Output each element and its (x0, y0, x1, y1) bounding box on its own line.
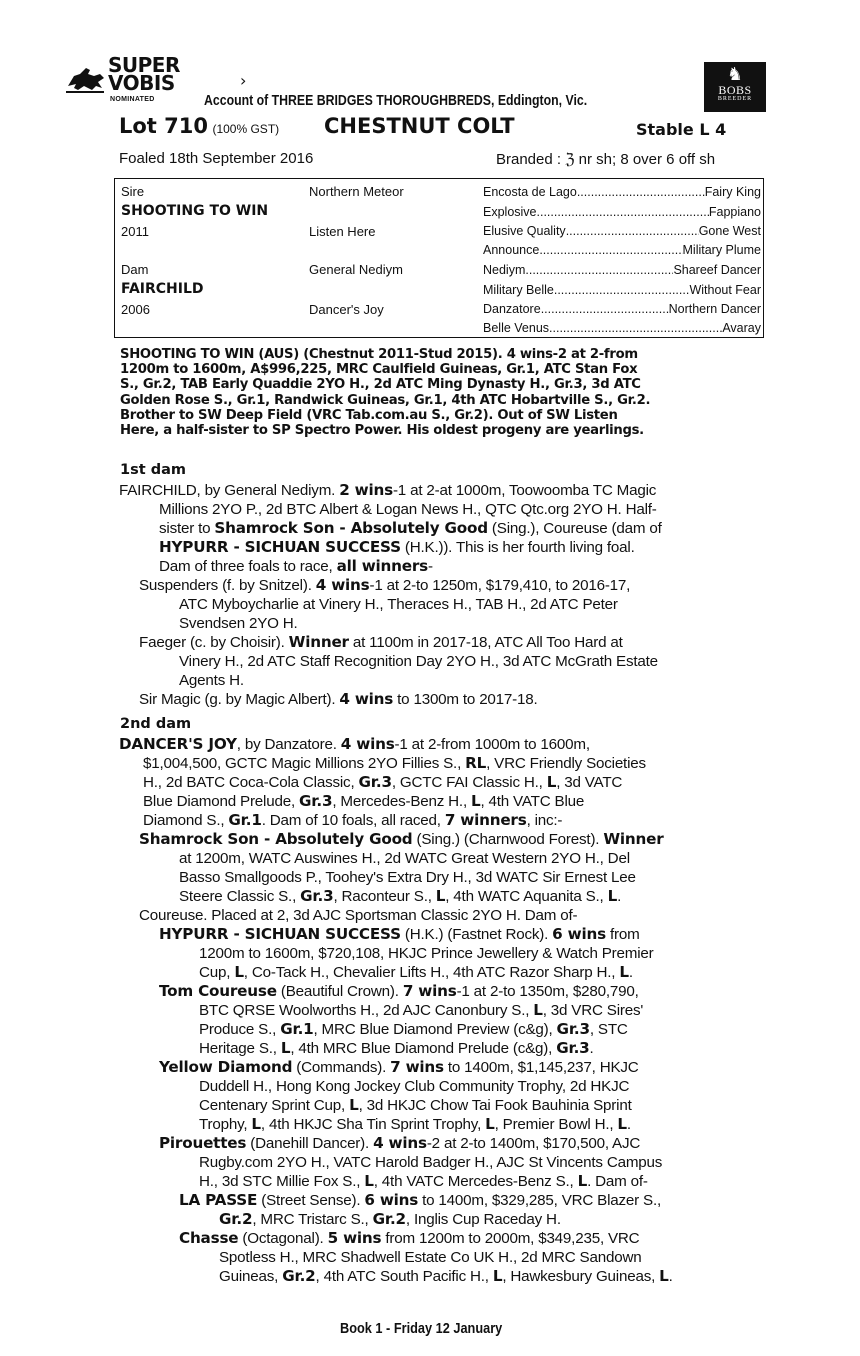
sire-name: SHOOTING TO WIN (121, 203, 269, 219)
dam-name: FAIRCHILD (121, 281, 204, 297)
bobs-logo (704, 62, 766, 112)
grandparent-row: Elusive Quality ..... Gone West (483, 224, 761, 238)
brand-symbol-icon: ℨ (565, 150, 575, 168)
page-footer: Book 1 - Friday 12 January (340, 1320, 503, 1337)
bobs-word: BOBS (718, 83, 752, 97)
lot-title: CHESTNUT COLT (324, 114, 515, 138)
grandparent-row: Explosive ..... Fappiano (483, 205, 761, 219)
dam-year: 2006 (121, 302, 150, 317)
grandparent-row: Belle Venus ..... Avaray (483, 321, 761, 335)
sire-dam: Listen Here (309, 224, 376, 239)
summary-line: 1200m to 1600m, A$996,225, MRC Caulfield Guineas, Gr.1, ATC Stan Fox (120, 362, 638, 378)
sire-label: Sire (121, 184, 145, 199)
grandparent-row: Danzatore ..... Northern Dancer (483, 302, 761, 316)
second-dam-heading: 2nd dam (120, 716, 192, 732)
dam-dam: Dancer's Joy (309, 302, 384, 317)
supervobis-nominated: NOMINATED (110, 96, 155, 103)
foaled-date: Foaled 18th September 2016 (119, 150, 314, 167)
branded-prefix: Branded : (496, 151, 562, 168)
summary-line: Golden Rose S., Gr.1, Randwick Guineas, Gr.1, 4th ATC Hobartville S., Gr.2. (120, 392, 651, 408)
summary-line: S., Gr.2, TAB Early Quaddie 2YO H., 2d ATC Ming Dynasty H., Gr.3, 3d ATC (120, 377, 641, 393)
lot-label: Lot 710 (119, 114, 208, 138)
running-horse-icon: ♞ (726, 64, 744, 84)
lot-gst: (100% GST) (212, 122, 280, 136)
grandparent-row: Nediym ..... Shareef Dancer (483, 263, 761, 277)
pedigree-table (114, 178, 764, 338)
galloping-horse-icon (64, 64, 108, 96)
first-dam-section: FAIRCHILD, by General Nediym. 2 wins-1 at 2-at 1000m, Toowoomba TC Magic Millions 2YO P., 2d BTC Albert & Logan News H., QTC Qtc.org 2YO H. Half- sister to Shamrock Son - Absolutely Good (Sing.), Coureuse (dam of HYPURR - SICHUAN SUCCESS (H.K.)). This is her fourth living foal. Dam of three foals to race, all winners- Suspenders (f. by Snitzel). 4 wins-1 at 2-to 1250m, $179,410, to 2016-17, ATC Myboycharlie at Vinery H., Theraces H., TAB H., 2d ATC Peter Svendsen 2YO H. Faeger (c. by Choisir). Winner at 1100m in 2017-18, ATC All Too Hard at Vinery H., 2d ATC Staff Recognition Day 2YO H., 3d ATC McGrath Estate Agents H. Sir Magic (g. by Magic Albert). 4 wins to 1300m to 2017-18. (119, 481, 662, 708)
supervobis-logo (64, 53, 246, 106)
summary-line: SHOOTING TO WIN (AUS) (Chestnut 2011-Stud 2015). 4 wins-2 at 2-from (120, 347, 638, 362)
dam-label: Dam (121, 262, 149, 277)
summary-line: Here, a half-sister to SP Spectro Power. His oldest progeny are yearlings. (120, 423, 644, 439)
branded-marks: nr sh; 8 over 6 off sh (578, 151, 716, 168)
lot-number (119, 114, 279, 138)
stable-number: Stable L 4 (636, 120, 727, 139)
grandparent-row: Military Belle ..... Without Fear (483, 283, 761, 297)
branded-info (496, 150, 715, 168)
grandparent-row: Announce ..... Military Plume (483, 243, 761, 257)
supervobis-line2: VOBIS (108, 71, 175, 95)
sire-year: 2011 (121, 224, 149, 239)
first-dam-heading: 1st dam (120, 462, 186, 478)
sire-sire: Northern Meteor (309, 184, 404, 199)
dam-sire: General Nediym (309, 262, 403, 277)
summary-line: Brother to SW Deep Field (VRC Tab.com.au S., Gr.2). Out of SW Listen (120, 407, 618, 423)
chevron-right-icon: › (240, 71, 246, 90)
bobs-subword: BREEDER (717, 96, 753, 102)
vendor-account: Account of THREE BRIDGES THOROUGHBREDS, Eddington, Vic. (204, 92, 588, 109)
grandparent-row: Encosta de Lago ..... Fairy King (483, 185, 761, 199)
sire-summary (120, 347, 760, 438)
supervobis-wordmark (108, 53, 246, 95)
supervobis-line1: SUPER (108, 53, 180, 77)
second-dam-section: DANCER'S JOY, by Danzatore. 4 wins-1 at 2-from 1000m to 1600m, $1,004,500, GCTC Magic Millions 2YO Fillies S., RL, VRC Friendly Societies H., 2d BATC Coca-Cola Classic, Gr.3, GCTC FAI Classic H., L, 3d VATC Blue Diamond Prelude, Gr.3, Mercedes-Benz H., L, 4th VATC Blue Diamond S., Gr.1. Dam of 10 foals, all raced, 7 winners, inc:- Shamrock Son - Absolutely Good (Sing.) (Charnwood Forest). Winner at 1200m, WATC Auswines H., 2d WATC Great Western 2YO H., Del Basso Smallgoods P., Toohey's Extra Dry H., 3d WATC Sir Ernest Lee Steere Classic S., Gr.3, Raconteur S., L, 4th WATC Aquanita S., L. Coureuse. Placed at 2, 3d AJC Sportsman Classic 2YO H. Dam of- HYPURR - SICHUAN SUCCESS (H.K.) (Fastnet Rock). 6 wins from 1200m to 1600m, $720,108, HKJC Prince Jewellery & Watch Premier Cup, L, Co-Tack H., Chevalier Lifts H., 4th ATC Razor Sharp H., L. Tom Coureuse (Beautiful Crown). 7 wins-1 at 2-to 1350m, $280,790, BTC QRSE Woolworths H., 2d AJC Canonbury S., L, 3d VRC Sires' Produce S., Gr.1, MRC Blue Diamond Preview (c&g), Gr.3, STC Heritage S., L, 4th MRC Blue Diamond Prelude (c&g), Gr.3. Yellow Diamond (Commands). 7 wins to 1400m, $1,145,237, HKJC Duddell H., Hong Kong Jockey Club Community Trophy, 2d HKJC Centenary Sprint Cup, L, 3d HKJC Chow Tai Fook Bauhinia Sprint Trophy, L, 4th HKJC Sha Tin Sprint Trophy, L, Premier Bowl H., L. Pirouettes (Danehill Dancer). 4 wins-2 at 2-to 1400m, $170,500, AJC Rugby.com 2YO H., VATC Harold Badger H., AJC St Vincents Campus H., 3d STC Millie Fox S., L, 4th VATC Mercedes-Benz S., L. Dam of- LA PASSE (Street Sense). 6 wins to 1400m, $329,285, VRC Blazer S., Gr.2, MRC Tristarc S., Gr.2, Inglis Cup Raceday H. Chasse (Octagonal). 5 wins from 1200m to 2000m, $349,235, VRC Spotless H., MRC Shadwell Estate Co UK H., 2d MRC Sandown Guineas, Gr.2, 4th ATC South Pacific H., L, Hawkesbury Guineas, L. (119, 735, 673, 1285)
